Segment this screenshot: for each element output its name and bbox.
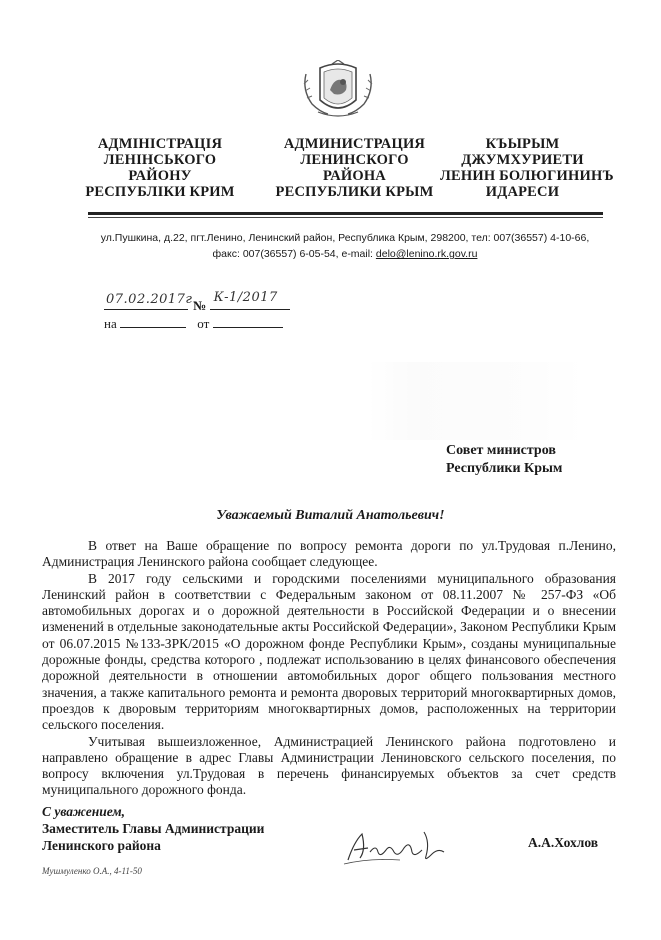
header-crimean-tatar — [440, 136, 614, 200]
contact-info — [90, 230, 600, 262]
handwritten-date: 07.02.2017г. — [106, 292, 198, 307]
body-paragraph: В ответ на Ваше обращение по вопросу ремонта дороги по ул.Трудовая п.Ленино, Администрация Ленинского района сообщает следующее. — [42, 538, 616, 570]
header-ua-line: ЛЕНІНСЬКОГО — [103, 152, 217, 168]
signature-block — [42, 803, 264, 854]
header-ru-line: РЕСПУБЛИКИ КРЫМ — [275, 184, 434, 200]
header-ukrainian — [80, 136, 240, 200]
header-ct-line: ЛЕНИН БОЛЮГИНИНЪ — [440, 168, 614, 184]
header-ua-line: РЕСПУБЛІКИ КРИМ — [85, 184, 235, 200]
handwritten-signature — [340, 822, 450, 868]
contact-fax: факс: 007(36557) 6-05-54, e-mail: — [212, 248, 376, 260]
executor-note: Мушмуленко О.А., 4-11-50 — [42, 866, 142, 876]
in-reply-field — [120, 314, 186, 328]
from-field — [213, 314, 283, 328]
number-label: № — [193, 298, 207, 313]
in-reply-label: на — [104, 316, 117, 331]
registration-incoming — [104, 314, 283, 332]
signer-position: Заместитель Главы Администрации — [42, 821, 265, 836]
header-divider-thin — [88, 217, 603, 218]
header-ru-line: АДМИНИСТРАЦИЯ — [283, 136, 426, 152]
letter-body — [42, 538, 616, 799]
redacted-area — [368, 362, 583, 440]
header-russian — [272, 136, 437, 200]
header-ct-line: ИДАРЕСИ — [485, 184, 560, 200]
date-field — [104, 292, 198, 310]
from-label: от — [197, 316, 210, 331]
header-ua-line: АДМІНІСТРАЦІЯ — [97, 136, 223, 152]
header-ct-line: КЪЫРЫМ — [485, 136, 560, 152]
header-ru-line: ЛЕНИНСКОГО — [300, 152, 409, 168]
header-ru-line: РАЙОНА — [323, 168, 386, 184]
greeting: Уважаемый Виталий Анатольевич! — [216, 508, 445, 523]
number-field — [210, 290, 290, 310]
coat-of-arms-emblem — [298, 60, 378, 120]
handwritten-number: К-1/2017 — [213, 290, 278, 305]
addressee — [446, 442, 562, 478]
email-link[interactable]: delo@lenino.rk.gov.ru — [375, 248, 478, 260]
contact-fax-email-line — [90, 246, 600, 262]
body-paragraph: Учитывая вышеизложенное, Администрацией Ленинского района подготовлено и направлено обращение в адрес Главы Администрации Лениновского сельского поселения, по вопросу включения ул.Трудовая в перечень финансируемых объектов за счет средств муниципального дорожного фонда. — [42, 733, 616, 798]
contact-address-line: ул.Пушкина, д.22, пгт.Ленино, Ленинский район, Республика Крым, 298200, тел: 007(36557) 4-10-66, — [100, 232, 590, 244]
addressee-line: Республики Крым — [446, 461, 563, 476]
header-ct-line: ДЖУМХУРИЕТИ — [461, 152, 584, 168]
header-ua-line: РАЙОНУ — [128, 168, 192, 184]
body-paragraph: В 2017 году сельскими и городскими поселениями муниципального образования Ленинский район в соответствии с Федеральным законом от 08.11.2007 № 257-ФЗ «Об автомобильных дорогах и о дорожной деятельности в Российской Федерации и о внесении изменений в отдельные законодательные акты Российской Федерации», Законом Республики Крым от 06.07.2015 №133-ЗРК/2015 «О дорожном фонде Республики Крым», созданы муниципальные дорожные фонды, средства которого , подлежат использованию в целях финансового обеспечения дорожной деятельности в отношении автомобильных дорог общего пользования местного значения, а также капитального ремонта и ремонта дворовых территорий многоквартирных домов, проездов к дворовым территориям многоквартирных домов, расположенных на территории сельского поселения. — [42, 570, 616, 733]
signer-position: Ленинского района — [42, 838, 161, 853]
registration-outgoing — [104, 290, 290, 314]
addressee-line: Совет министров — [446, 443, 556, 458]
signer-name: А.А.Хохлов — [528, 835, 599, 850]
closing-regards: С уважением, — [42, 804, 126, 819]
header-divider-thick — [88, 212, 603, 215]
